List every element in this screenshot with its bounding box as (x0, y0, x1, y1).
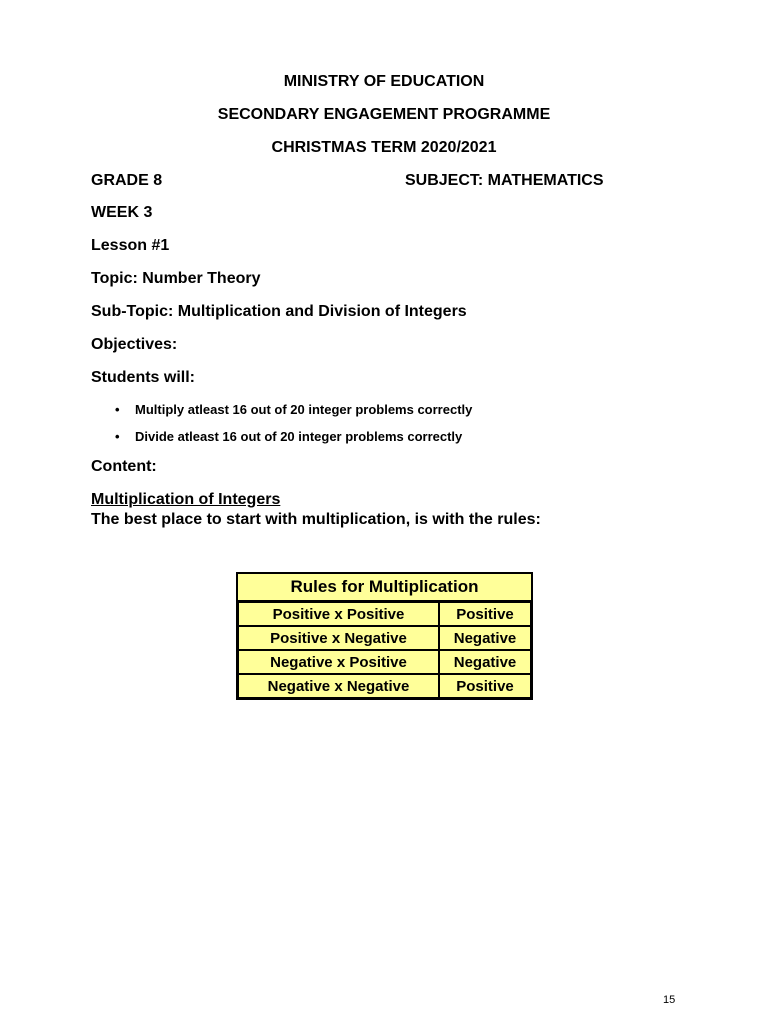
grade-label: GRADE 8 (91, 172, 163, 189)
topic-label: Topic: Number Theory (91, 270, 261, 287)
objective-text: Multiply atleast 16 out of 20 integer problems correctly (135, 402, 473, 417)
table-row (238, 674, 531, 698)
content-heading: Content: (91, 458, 157, 475)
subject-label: SUBJECT: MATHEMATICS (405, 172, 604, 189)
rule-result: Negative (439, 626, 531, 650)
lesson-label: Lesson #1 (91, 237, 170, 254)
table-title: Rules for Multiplication (238, 574, 531, 602)
rule-operation: Negative x Positive (238, 650, 439, 674)
table-row (238, 602, 531, 626)
rule-result: Positive (439, 674, 531, 698)
rule-operation: Positive x Positive (238, 602, 439, 626)
rule-result: Negative (439, 650, 531, 674)
objective-text: Divide atleast 16 out of 20 integer problems correctly (135, 429, 463, 444)
week-label: WEEK 3 (91, 204, 153, 221)
objective-bullet (115, 402, 472, 417)
header-programme: SECONDARY ENGAGEMENT PROGRAMME (217, 106, 551, 123)
rule-operation: Negative x Negative (238, 674, 439, 698)
multiplication-rules-table (236, 572, 533, 700)
table-row (238, 626, 531, 650)
section-title: Multiplication of Integers (91, 491, 281, 508)
students-will-label: Students will: (91, 369, 195, 386)
intro-text: The best place to start with multiplication, is with the rules: (91, 511, 541, 528)
header-ministry: MINISTRY OF EDUCATION (283, 73, 485, 90)
objective-bullet (115, 429, 462, 444)
header-term: CHRISTMAS TERM 2020/2021 (271, 139, 497, 156)
bullet-icon: • (115, 402, 120, 417)
objectives-heading: Objectives: (91, 336, 178, 353)
subtopic-label: Sub-Topic: Multiplication and Division of Integers (91, 303, 467, 320)
page-number: 15 (663, 994, 676, 1006)
rule-result: Positive (439, 602, 531, 626)
table-row (238, 650, 531, 674)
rule-operation: Positive x Negative (238, 626, 439, 650)
bullet-icon: • (115, 429, 120, 444)
